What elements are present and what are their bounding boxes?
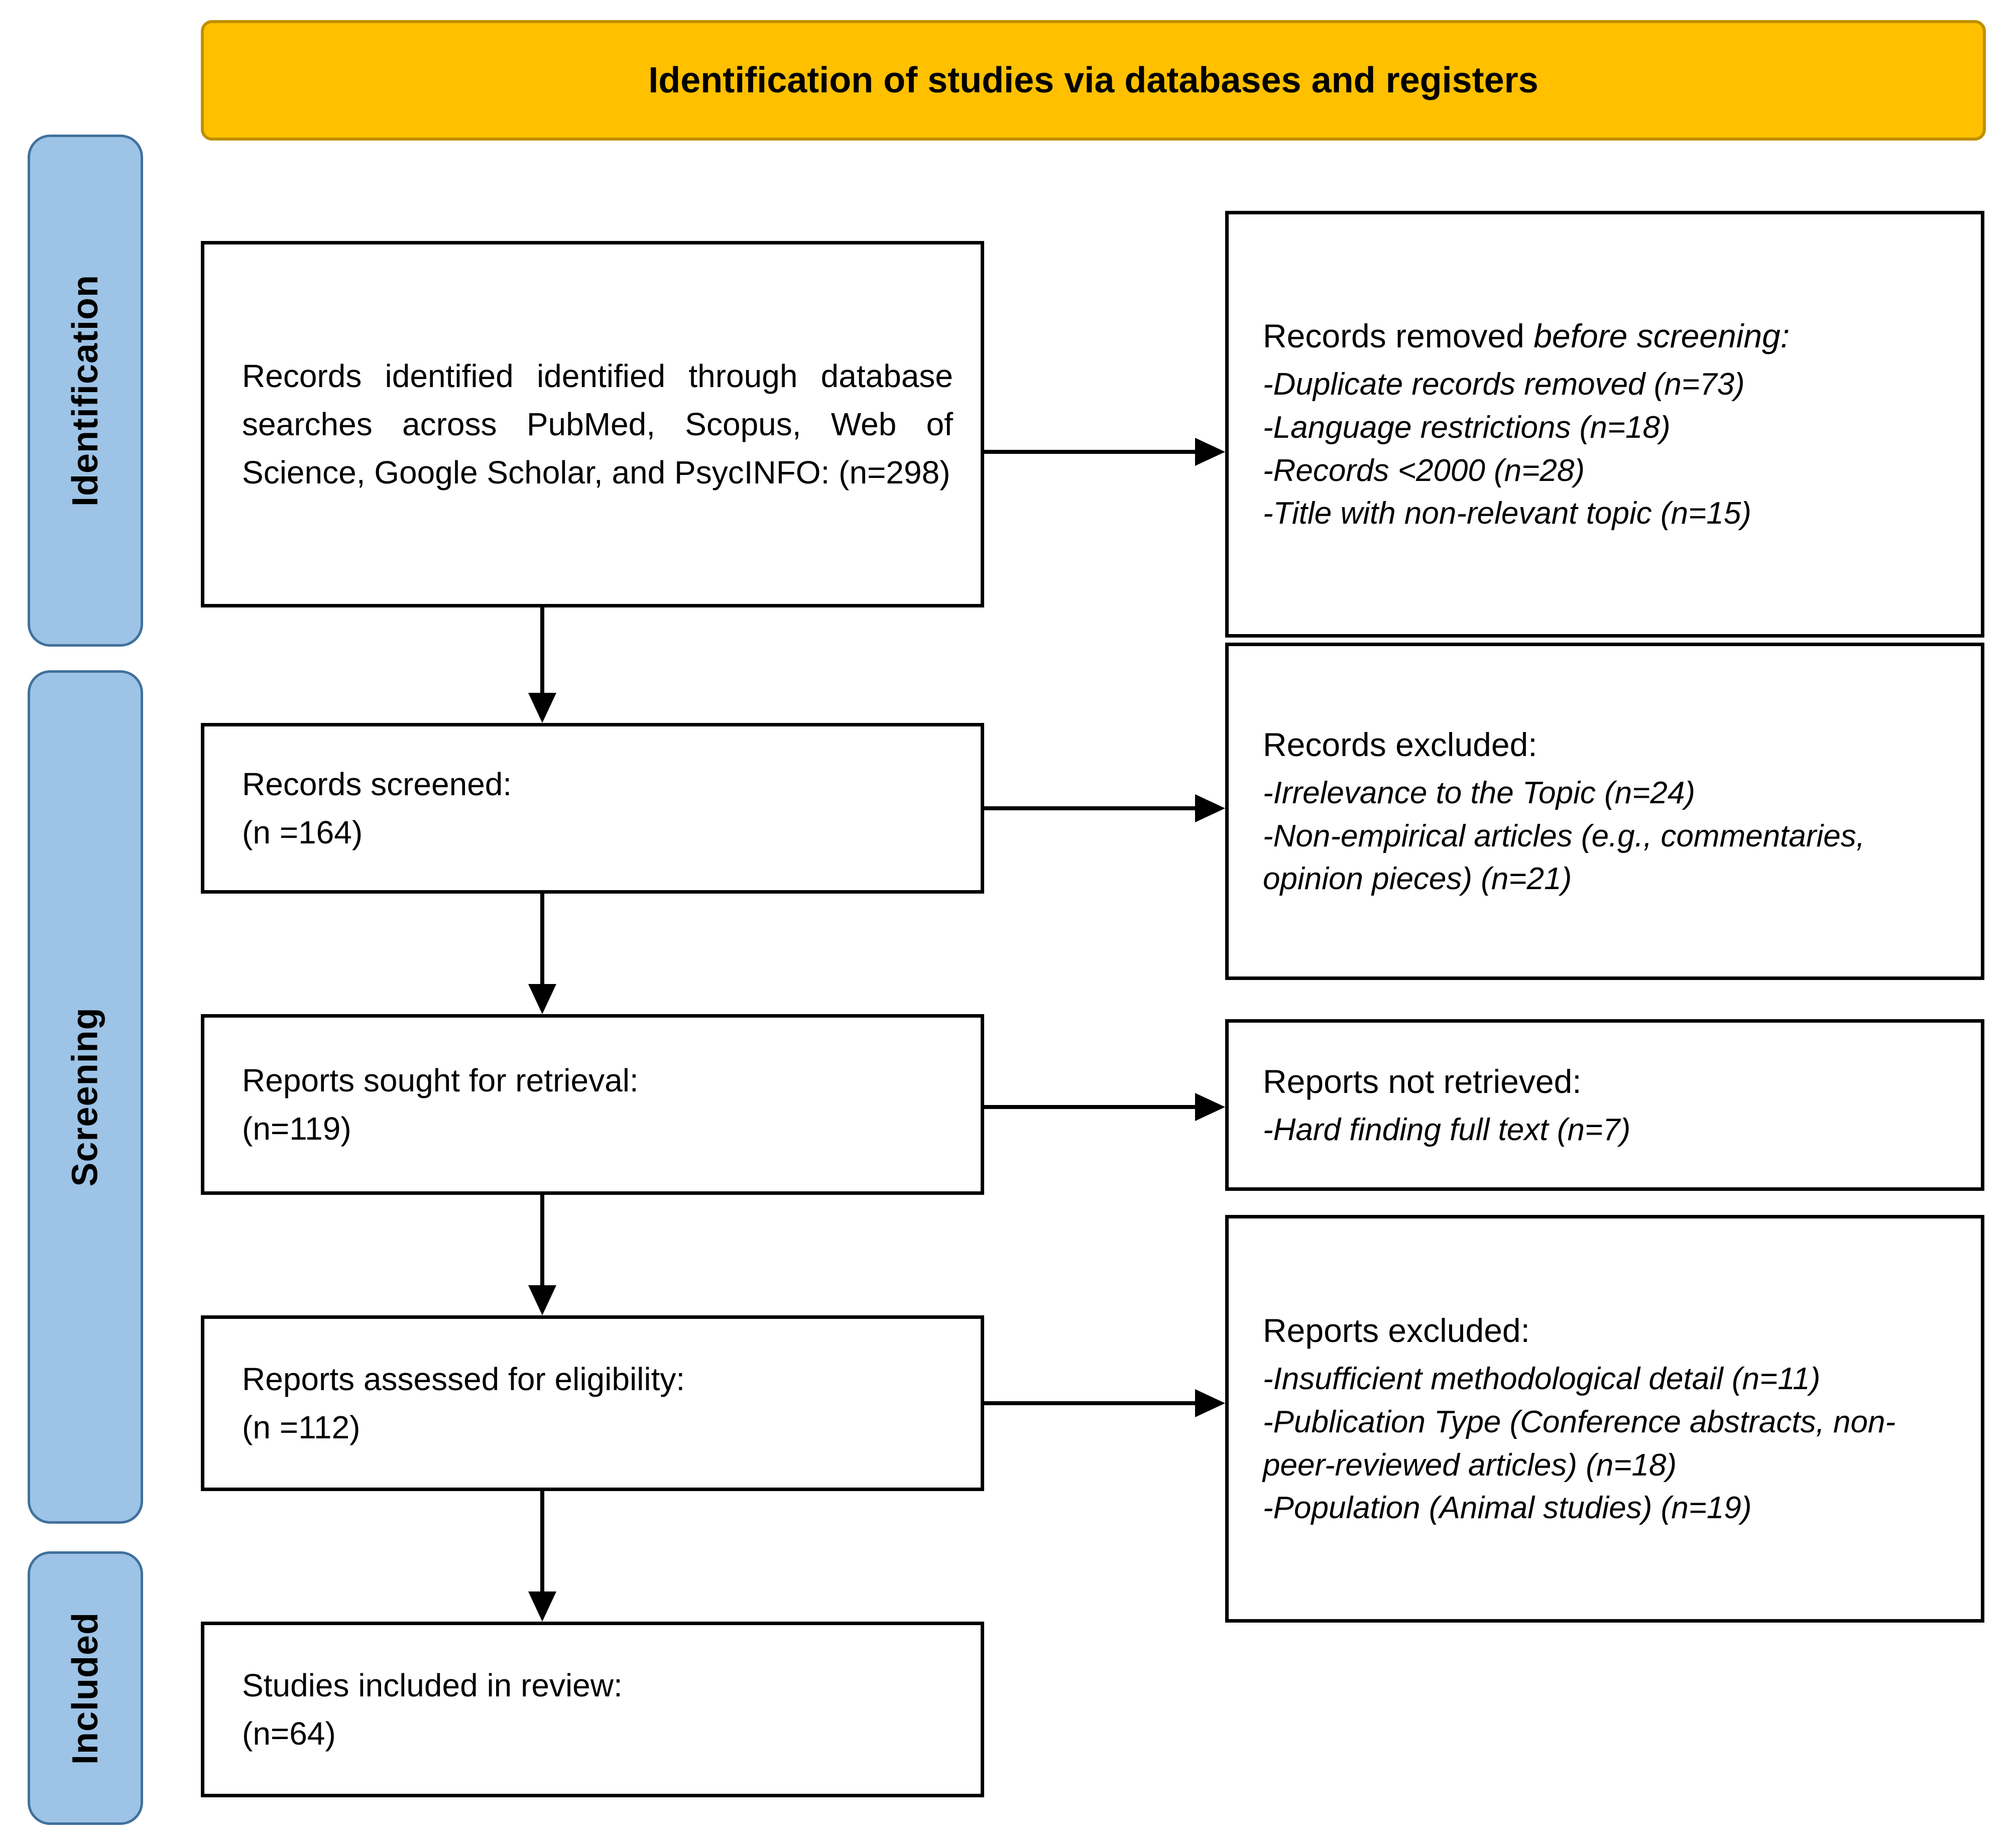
arrow-head-down-icon [528,984,556,1014]
exclusion-item: -Non-empirical articles (e.g., commentaries, opinion pieces) (n=21) [1263,818,1865,897]
arrow-head-down-icon [528,1285,556,1315]
arrow-right-sought-to-not-retrieved [984,1105,1195,1109]
arrow-shaft [540,894,544,984]
side-box-records-excluded [1225,643,1984,980]
exclusion-item: -Records <2000 (n=28) [1263,453,1585,488]
heading-text: Records removed [1263,317,1534,355]
arrow-shaft [540,1195,544,1285]
reports-excluded-heading [1263,1308,1958,1354]
banner-title: Identification of studies via databases and registers [648,60,1538,100]
stage-identification [28,135,143,647]
flow-box-reports-sought [201,1014,984,1195]
exclusion-item: -Insufficient methodological detail (n=11) [1263,1362,1821,1397]
reports-assessed-count: (n =112) [242,1409,361,1445]
arrow-head-right-icon [1195,1093,1225,1121]
flow-box-records-identified [201,241,984,607]
arrow-head-down-icon [528,1591,556,1622]
records-removed-heading [1263,313,1958,359]
exclusion-item: -Hard finding full text (n=7) [1263,1112,1631,1147]
arrow-right-screened-to-excluded [984,806,1195,810]
arrow-shaft [984,806,1195,810]
reports-sought-text: Reports sought for retrieval: [242,1062,639,1098]
exclusion-item: -Population (Animal studies) (n=19) [1263,1491,1752,1526]
exclusion-item: -Publication Type (Conference abstracts, non-peer-reviewed articles) (n=18) [1263,1404,1896,1483]
stage-included-label: Included [65,1612,106,1765]
arrow-down-identified-to-screened [540,607,544,693]
arrow-down-assessed-to-included [540,1491,544,1591]
arrow-head-right-icon [1195,1389,1225,1417]
stage-included [28,1551,143,1825]
flow-box-studies-included [201,1622,984,1797]
flow-box-records-screened [201,723,984,894]
heading-text: Reports excluded: [1263,1312,1530,1349]
arrow-right-assessed-to-reports-excluded [984,1401,1195,1405]
arrow-down-sought-to-assessed [540,1195,544,1285]
arrow-shaft [540,607,544,693]
arrow-shaft [984,450,1195,454]
exclusion-item: -Title with non-relevant topic (n=15) [1263,496,1751,531]
arrow-shaft [984,1401,1195,1405]
arrow-head-right-icon [1195,438,1225,466]
heading-text-italic: before screening: [1533,317,1790,355]
side-box-reports-excluded [1225,1215,1984,1623]
arrow-right-identified-to-removed [984,450,1195,454]
heading-text: Records excluded: [1263,726,1537,764]
records-excluded-heading [1263,722,1958,768]
side-box-records-removed [1225,211,1984,638]
flow-box-reports-assessed [201,1315,984,1491]
side-box-reports-not-retrieved [1225,1019,1984,1191]
exclusion-item: -Duplicate records removed (n=73) [1263,367,1745,402]
arrow-shaft [540,1491,544,1591]
records-screened-text: Records screened: [242,766,512,802]
records-screened-count: (n =164) [242,814,363,850]
reports-not-retrieved-heading [1263,1059,1958,1104]
reports-sought-count: (n=119) [242,1111,351,1147]
stage-identification-label: Identification [65,275,105,507]
stage-screening [28,670,143,1524]
stage-screening-label: Screening [65,1007,105,1187]
arrow-head-down-icon [528,693,556,723]
studies-included-text: Studies included in review: [242,1667,623,1703]
studies-included-count: (n=64) [242,1715,336,1752]
heading-text: Reports not retrieved: [1263,1062,1582,1100]
reports-assessed-text: Reports assessed for eligibility: [242,1361,685,1397]
banner [201,20,1986,141]
arrow-shaft [984,1105,1195,1109]
arrow-down-screened-to-sought [540,894,544,984]
arrow-head-right-icon [1195,794,1225,822]
exclusion-item: -Language restrictions (n=18) [1263,410,1671,445]
exclusion-item: -Irrelevance to the Topic (n=24) [1263,776,1696,811]
records-identified-text: Records identified identified through database searches across PubMed, Scopus, Web of Science, Google Scholar, and PsycINFO: (n=298) [242,358,953,490]
